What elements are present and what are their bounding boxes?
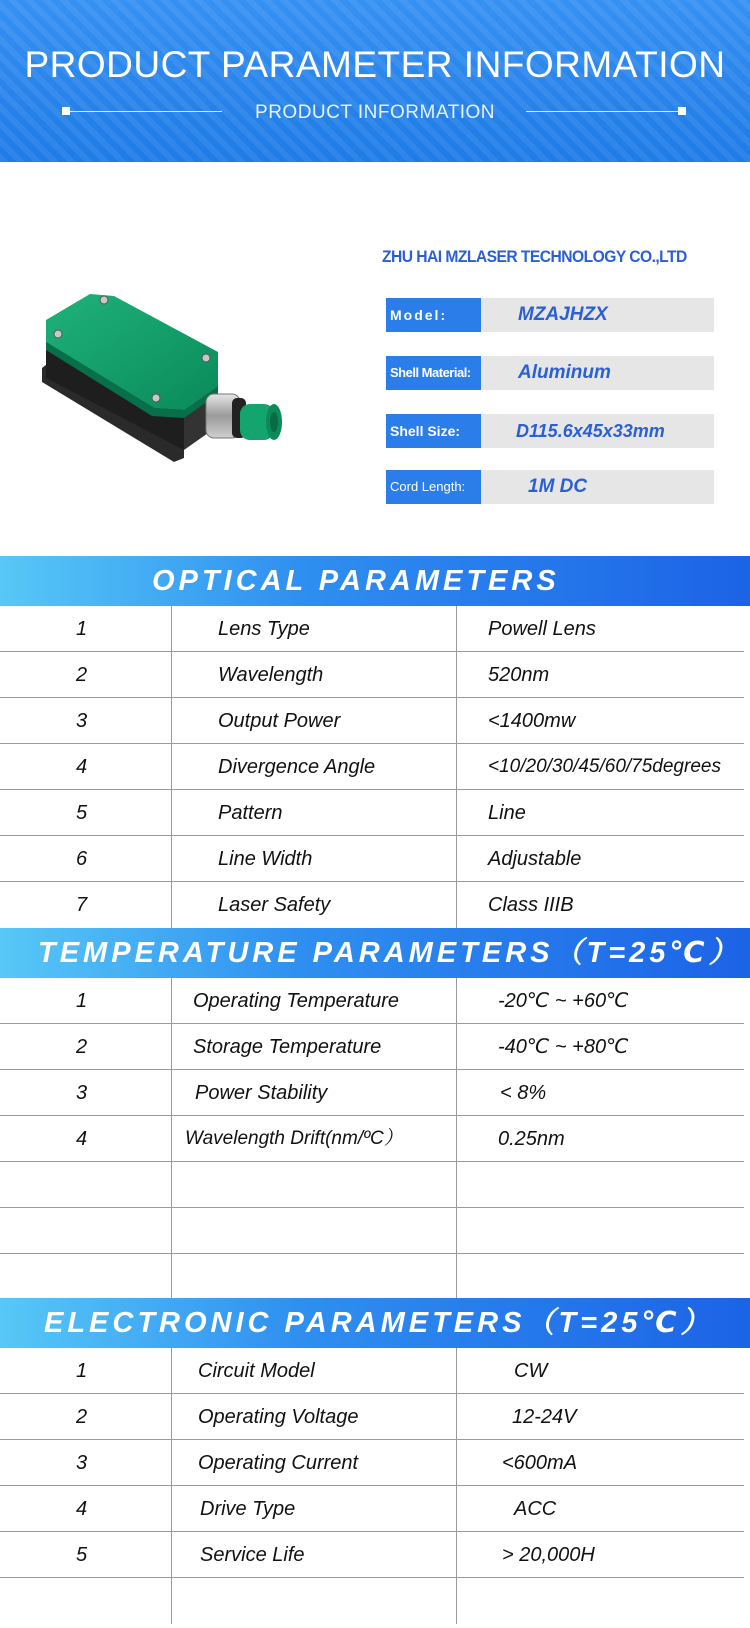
parameter-name: Operating Temperature [193,990,400,1012]
spec-row-model [386,298,714,332]
row-number: 6 [76,848,88,870]
spec-value: D115.6x45x33mm [516,421,665,441]
parameter-value: < 8% [500,1082,547,1104]
table-row-empty [0,1254,744,1300]
table-row [0,698,744,744]
page-subtitle: PRODUCT INFORMATION [255,102,495,123]
table-row-empty [0,1162,744,1208]
parameter-value: 12-24V [512,1406,577,1428]
row-number: 1 [76,618,88,640]
table-row [0,836,744,882]
decor-square-right [678,107,686,115]
table-row [0,1440,744,1486]
page-title: PRODUCT PARAMETER INFORMATION [24,44,726,85]
spec-label: Cord Length: [386,470,481,504]
row-number: 4 [76,1498,88,1520]
parameter-name: Storage Temperature [193,1036,382,1058]
spec-value: 1M DC [528,476,588,497]
table-row [0,1070,744,1116]
table-row-empty [0,1578,744,1624]
parameter-name: Drive Type [200,1498,296,1520]
row-number: 5 [76,1544,88,1566]
section-header-electronic: ELECTRONIC PARAMETERS（T=25℃） [0,1298,750,1348]
row-number: 1 [76,1360,88,1382]
row-number: 2 [76,1406,88,1428]
row-number: 1 [76,990,88,1012]
section-header-optical: OPTICAL PARAMETERS [0,556,750,606]
spec-row-cord-length [386,470,714,504]
parameter-name: Wavelength [218,664,324,686]
parameter-name: Line Width [218,848,313,870]
table-row [0,1116,744,1162]
table-row [0,1394,744,1440]
parameter-value: Line [488,802,526,824]
parameter-value: -40℃ ~ +80℃ [498,1036,629,1058]
table-row [0,744,744,790]
parameter-name: Lens Type [218,618,310,640]
decor-line-right [526,111,678,112]
row-number: 2 [76,664,88,686]
header-banner [0,0,750,162]
section-header-temperature: TEMPERATURE PARAMETERS（T=25℃） [0,928,750,978]
parameter-value: -20℃ ~ +60℃ [498,990,629,1012]
spec-value: Aluminum [518,362,611,383]
parameter-name: Divergence Angle [218,756,376,778]
table-row [0,882,744,928]
spec-label: Model: [386,298,481,332]
table-row [0,1348,744,1394]
parameter-name: Circuit Model [198,1360,315,1382]
row-number: 4 [76,1128,88,1150]
spec-label: Shell Material: [386,356,481,390]
table-row-empty [0,1208,744,1254]
parameter-value: <600mA [502,1452,578,1474]
optical-parameters-table [0,606,744,928]
parameter-name: Power Stability [195,1082,328,1104]
spec-row-shell-size [386,414,714,448]
electronic-parameters-table [0,1348,744,1624]
parameter-name: Pattern [218,802,283,824]
parameter-name: Wavelength Drift(nm/ºC） [185,1128,403,1149]
table-row [0,978,744,1024]
table-row [0,1486,744,1532]
company-name: ZHU HAI MZLASER TECHNOLOGY CO.,LTD [382,247,687,266]
parameter-name: Operating Current [198,1452,359,1474]
parameter-name: Laser Safety [218,894,331,916]
table-row [0,652,744,698]
row-number: 7 [76,894,88,916]
spec-label: Shell Size: [386,414,481,448]
table-row [0,1532,744,1578]
parameter-value: > 20,000H [502,1544,595,1566]
parameter-value: <1400mw [488,710,576,732]
row-number: 3 [76,710,88,732]
parameter-value: Class IIIB [488,894,574,916]
parameter-value: Powell Lens [488,618,596,640]
row-number: 3 [76,1082,88,1104]
parameter-name: Operating Voltage [198,1406,359,1428]
temperature-parameters-table [0,978,744,1300]
table-row [0,790,744,836]
table-row [0,1024,744,1070]
parameter-value: CW [514,1360,548,1382]
parameter-name: Service Life [200,1544,305,1566]
parameter-value: 0.25nm [498,1128,565,1150]
row-number: 4 [76,756,88,778]
spec-row-shell-material [386,356,714,390]
table-row [0,606,744,652]
parameter-value: ACC [514,1498,557,1520]
row-number: 3 [76,1452,88,1474]
row-number: 2 [76,1036,88,1058]
parameter-value: <10/20/30/45/60/75degrees [488,756,721,777]
parameter-name: Output Power [218,710,341,732]
spec-value: MZAJHZX [518,304,608,325]
parameter-value: 520nm [488,664,550,686]
row-number: 5 [76,802,88,824]
parameter-value: Adjustable [488,848,582,870]
laser-module-image [34,290,294,490]
